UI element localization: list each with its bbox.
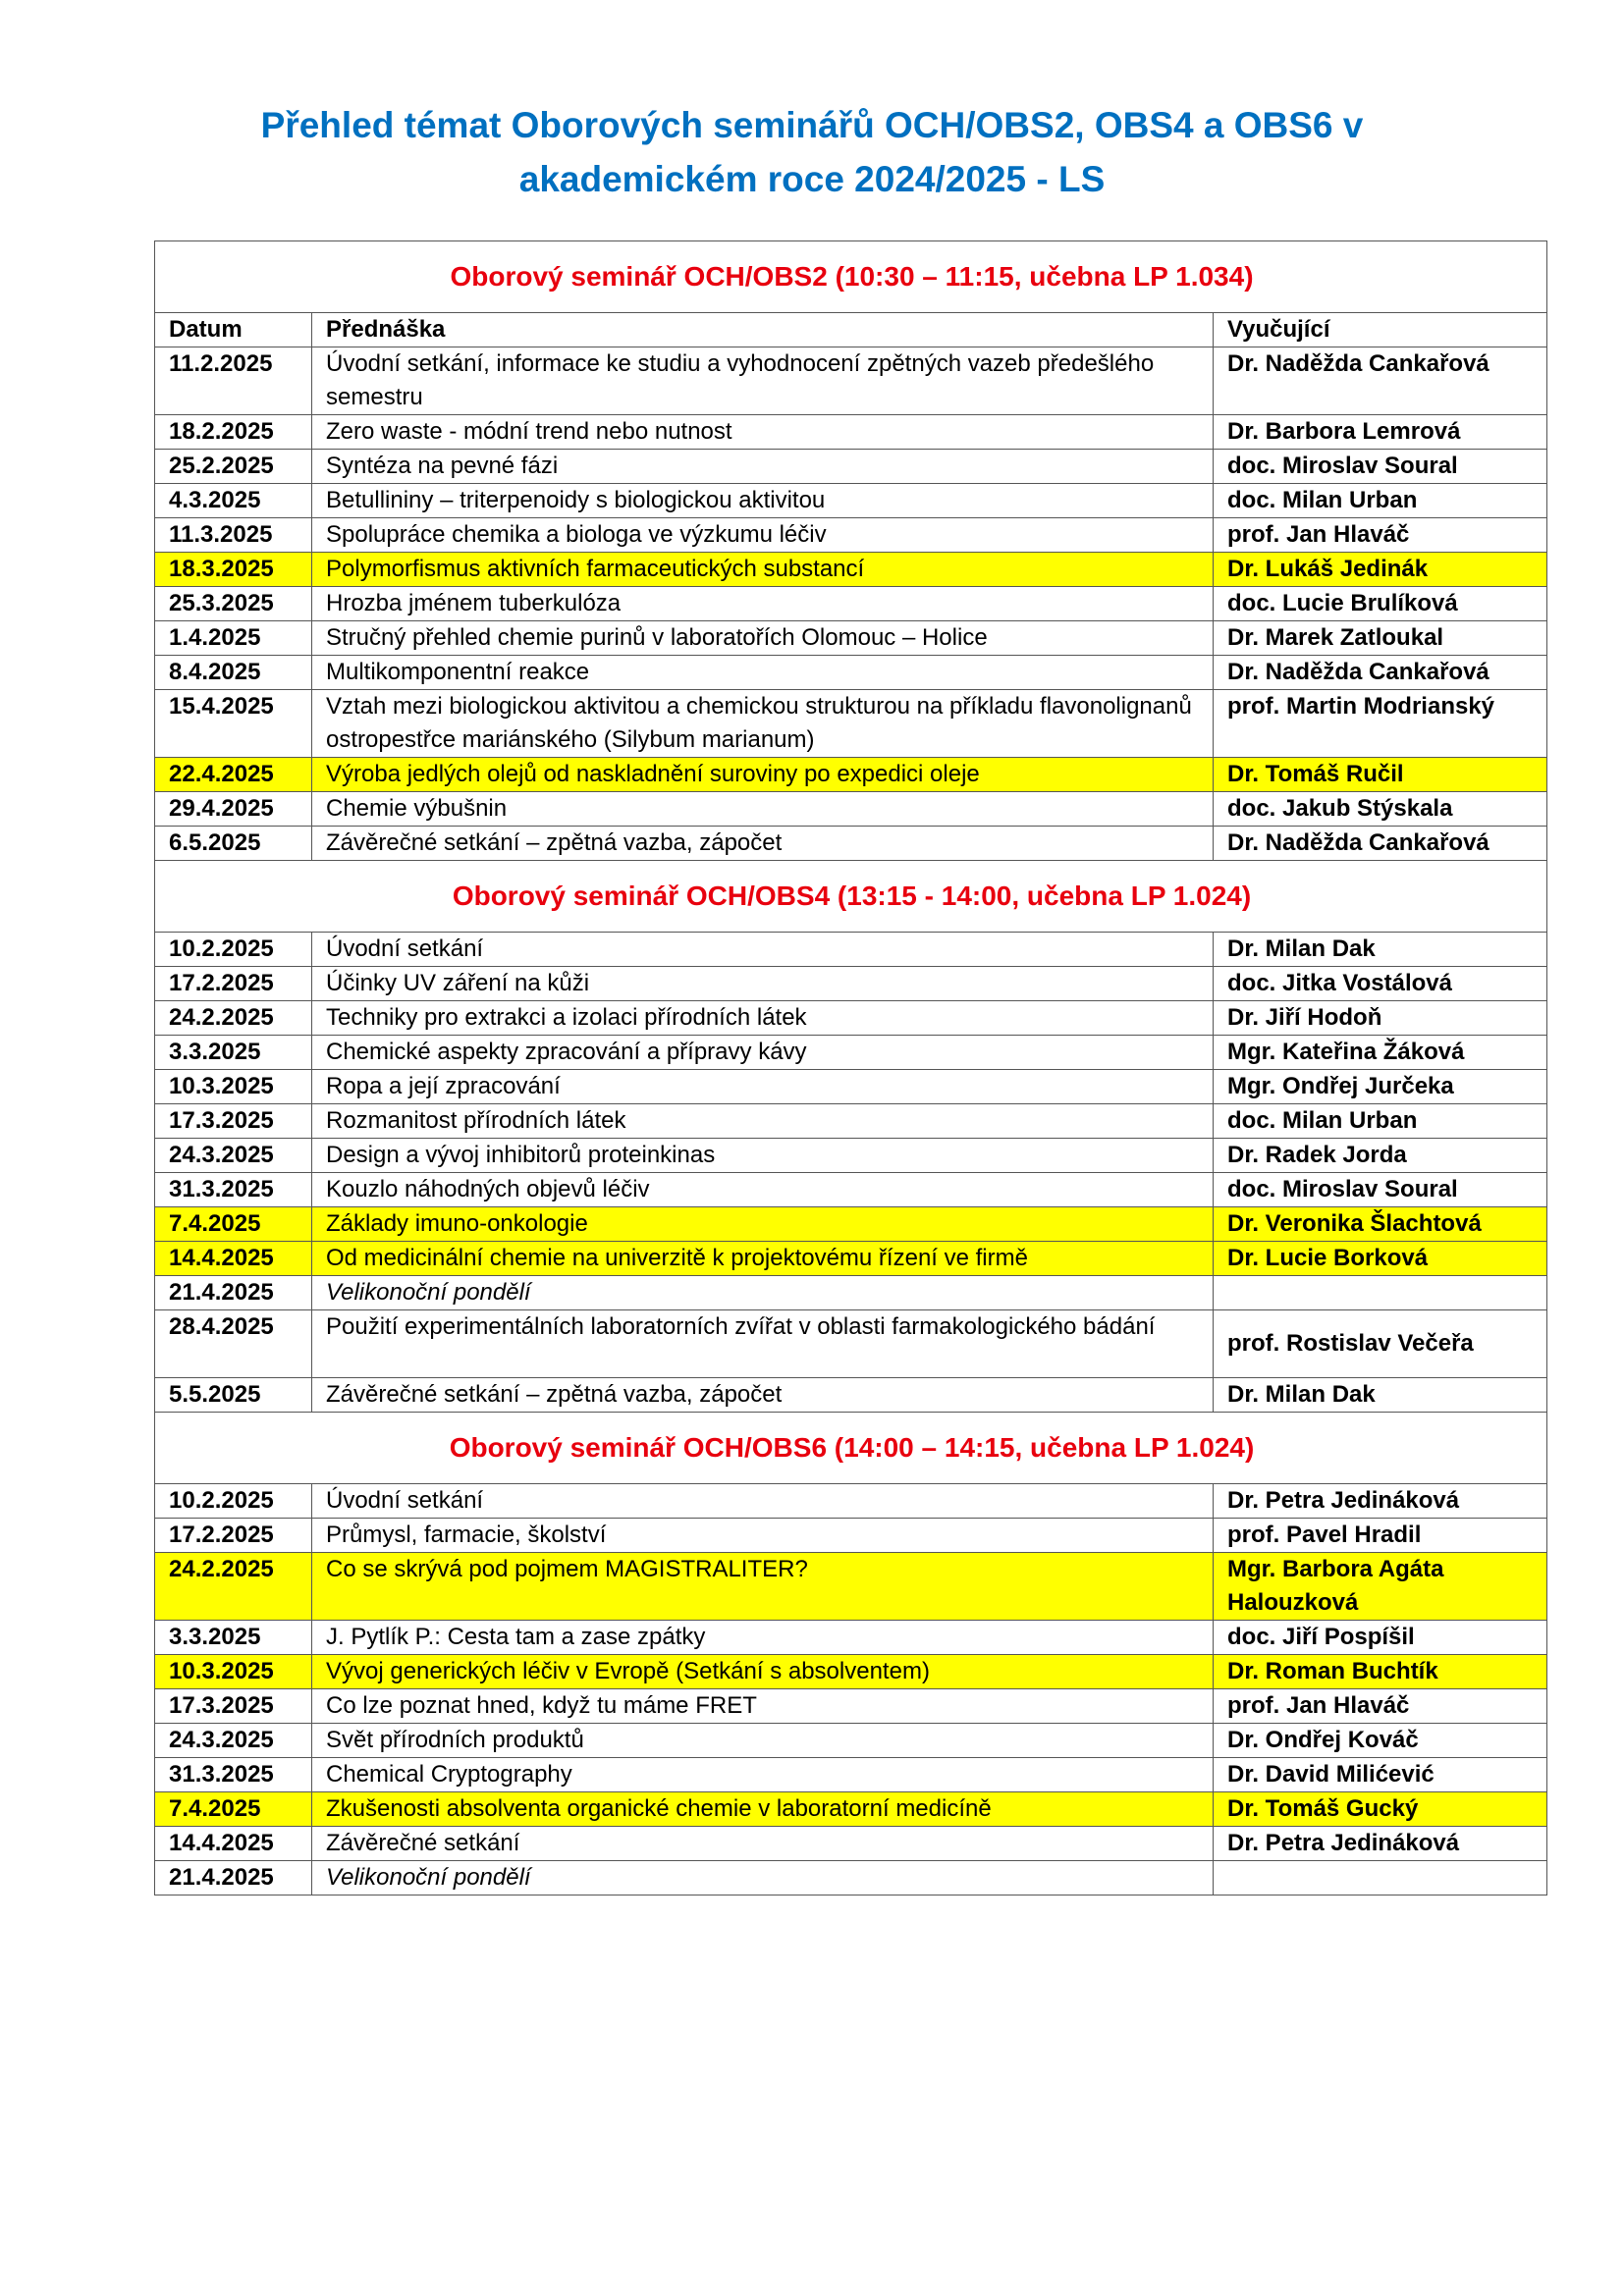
row-talk-title: Vývoj generických léčiv v Evropě (Setkání s absolventem) [312,1655,1214,1689]
row-talk-title: Úvodní setkání [312,933,1214,967]
row-date: 25.3.2025 [155,587,312,621]
row-talk-title: Co se skrývá pod pojmem MAGISTRALITER? [312,1553,1214,1621]
table-row [155,1758,1547,1792]
row-lecturer: doc. Lucie Brulíková [1214,587,1547,621]
row-talk-title: Vztah mezi biologickou aktivitou a chemickou strukturou na příkladu flavonolignanů ostropestřce mariánského (Silybum marianum) [312,690,1214,758]
table-row [155,1655,1547,1689]
row-date: 10.2.2025 [155,933,312,967]
row-talk-title: Zero waste - módní trend nebo nutnost [312,415,1214,450]
row-lecturer: Dr. Milan Dak [1214,1378,1547,1413]
row-date: 24.3.2025 [155,1724,312,1758]
table-row [155,1001,1547,1036]
row-date: 22.4.2025 [155,758,312,792]
row-lecturer: Dr. Radek Jorda [1214,1139,1547,1173]
section-heading-row [155,1413,1547,1484]
table-row [155,1242,1547,1276]
row-date: 5.5.2025 [155,1378,312,1413]
row-talk-title: Základy imuno-onkologie [312,1207,1214,1242]
column-header-talk: Přednáška [312,313,1214,347]
row-date: 8.4.2025 [155,656,312,690]
column-header-row [155,313,1547,347]
table-row [155,792,1547,827]
row-date: 11.3.2025 [155,518,312,553]
row-talk-title: Spolupráce chemika a biologa ve výzkumu léčiv [312,518,1214,553]
row-date: 1.4.2025 [155,621,312,656]
row-talk-title: Design a vývoj inhibitorů proteinkinas [312,1139,1214,1173]
row-talk-title: Průmysl, farmacie, školství [312,1519,1214,1553]
row-date: 10.3.2025 [155,1655,312,1689]
row-talk-title: Úvodní setkání [312,1484,1214,1519]
table-row [155,1553,1547,1621]
row-lecturer: Dr. Barbora Lemrová [1214,415,1547,450]
row-date: 14.4.2025 [155,1242,312,1276]
row-talk-title: Od medicinální chemie na univerzitě k projektovému řízení ve firmě [312,1242,1214,1276]
row-date: 6.5.2025 [155,827,312,861]
row-date: 18.2.2025 [155,415,312,450]
row-date: 11.2.2025 [155,347,312,415]
table-row [155,587,1547,621]
table-row [155,933,1547,967]
row-lecturer: Dr. Tomáš Gucký [1214,1792,1547,1827]
row-lecturer: Dr. Naděžda Cankařová [1214,347,1547,415]
row-date: 31.3.2025 [155,1758,312,1792]
table-row [155,827,1547,861]
row-date: 3.3.2025 [155,1036,312,1070]
row-lecturer: doc. Jitka Vostálová [1214,967,1547,1001]
page-title-line-1: Přehled témat Oborových seminářů OCH/OBS2, OBS4 a OBS6 v [260,105,1364,145]
row-lecturer: Dr. Roman Buchtík [1214,1655,1547,1689]
row-talk-title: Velikonoční pondělí [312,1861,1214,1896]
row-date: 10.2.2025 [155,1484,312,1519]
row-lecturer: Mgr. Kateřina Žáková [1214,1036,1547,1070]
row-talk-title: Úvodní setkání, informace ke studiu a vyhodnocení zpětných vazeb předešlého semestru [312,347,1214,415]
table-row [155,518,1547,553]
table-row [155,1621,1547,1655]
table-row [155,1139,1547,1173]
row-lecturer: Dr. Milan Dak [1214,933,1547,967]
table-row [155,690,1547,758]
table-row [155,1378,1547,1413]
column-header-date: Datum [155,313,312,347]
row-lecturer: Dr. Naděžda Cankařová [1214,656,1547,690]
row-lecturer: doc. Miroslav Soural [1214,1173,1547,1207]
row-lecturer: Dr. Petra Jedináková [1214,1484,1547,1519]
table-row [155,553,1547,587]
section-heading: Oborový seminář OCH/OBS6 (14:00 – 14:15, učebna LP 1.024) [155,1413,1547,1484]
schedule-table [154,240,1547,1896]
row-talk-title: Stručný přehled chemie purinů v laboratořích Olomouc – Holice [312,621,1214,656]
row-date: 24.3.2025 [155,1139,312,1173]
row-lecturer: Mgr. Barbora Agáta Halouzková [1214,1553,1547,1621]
row-talk-title: Rozmanitost přírodních látek [312,1104,1214,1139]
table-row [155,1792,1547,1827]
row-talk-title: Zkušenosti absolventa organické chemie v laboratorní medicíně [312,1792,1214,1827]
row-talk-title: Závěrečné setkání – zpětná vazba, zápočet [312,827,1214,861]
row-date: 14.4.2025 [155,1827,312,1861]
row-lecturer: Dr. Veronika Šlachtová [1214,1207,1547,1242]
table-row [155,450,1547,484]
row-lecturer: prof. Jan Hlaváč [1214,1689,1547,1724]
row-lecturer: Dr. Naděžda Cankařová [1214,827,1547,861]
table-row [155,967,1547,1001]
row-date: 24.2.2025 [155,1553,312,1621]
table-row [155,1724,1547,1758]
column-header-lecturer: Vyučující [1214,313,1547,347]
row-date: 17.3.2025 [155,1689,312,1724]
row-date: 29.4.2025 [155,792,312,827]
row-date: 31.3.2025 [155,1173,312,1207]
row-date: 17.2.2025 [155,1519,312,1553]
table-row [155,656,1547,690]
row-date: 7.4.2025 [155,1792,312,1827]
row-date: 28.4.2025 [155,1310,312,1378]
row-date: 17.2.2025 [155,967,312,1001]
row-talk-title: Chemie výbušnin [312,792,1214,827]
section-heading-row [155,861,1547,933]
table-row [155,1036,1547,1070]
row-lecturer: prof. Martin Modrianský [1214,690,1547,758]
row-lecturer: doc. Milan Urban [1214,1104,1547,1139]
row-talk-title: Svět přírodních produktů [312,1724,1214,1758]
table-row [155,1070,1547,1104]
row-talk-title: Polymorfismus aktivních farmaceutických substancí [312,553,1214,587]
table-row [155,1173,1547,1207]
table-row [155,1104,1547,1139]
row-date: 17.3.2025 [155,1104,312,1139]
row-date: 4.3.2025 [155,484,312,518]
row-talk-title: Betullininy – triterpenoidy s biologickou aktivitou [312,484,1214,518]
row-date: 7.4.2025 [155,1207,312,1242]
row-talk-title: Hrozba jménem tuberkulóza [312,587,1214,621]
row-talk-title: Závěrečné setkání [312,1827,1214,1861]
row-lecturer: Dr. Marek Zatloukal [1214,621,1547,656]
table-row [155,1519,1547,1553]
row-lecturer: Dr. Ondřej Kováč [1214,1724,1547,1758]
section-heading: Oborový seminář OCH/OBS2 (10:30 – 11:15, učebna LP 1.034) [155,241,1547,313]
row-talk-title: Účinky UV záření na kůži [312,967,1214,1001]
row-talk-title: Kouzlo náhodných objevů léčiv [312,1173,1214,1207]
table-row [155,1689,1547,1724]
row-talk-title: Výroba jedlých olejů od naskladnění suroviny po expedici oleje [312,758,1214,792]
row-date: 10.3.2025 [155,1070,312,1104]
table-row [155,415,1547,450]
row-lecturer [1214,1861,1547,1896]
row-talk-title: Techniky pro extrakci a izolaci přírodních látek [312,1001,1214,1036]
table-row [155,1827,1547,1861]
row-lecturer: Dr. Tomáš Ručil [1214,758,1547,792]
row-lecturer: Dr. David Milićević [1214,1758,1547,1792]
row-talk-title: Použití experimentálních laboratorních zvířat v oblasti farmakologického bádání [312,1310,1214,1378]
row-talk-title: Syntéza na pevné fázi [312,450,1214,484]
row-date: 21.4.2025 [155,1861,312,1896]
section-heading: Oborový seminář OCH/OBS4 (13:15 - 14:00, učebna LP 1.024) [155,861,1547,933]
row-talk-title: Chemické aspekty zpracování a přípravy kávy [312,1036,1214,1070]
row-date: 24.2.2025 [155,1001,312,1036]
row-lecturer: Dr. Lucie Borková [1214,1242,1547,1276]
row-lecturer: doc. Miroslav Soural [1214,450,1547,484]
row-lecturer: Dr. Lukáš Jedinák [1214,553,1547,587]
row-talk-title: Chemical Cryptography [312,1758,1214,1792]
row-date: 18.3.2025 [155,553,312,587]
row-lecturer: doc. Jiří Pospíšil [1214,1621,1547,1655]
row-date: 21.4.2025 [155,1276,312,1310]
row-talk-title: J. Pytlík P.: Cesta tam a zase zpátky [312,1621,1214,1655]
row-lecturer: doc. Milan Urban [1214,484,1547,518]
row-date: 3.3.2025 [155,1621,312,1655]
table-row [155,1276,1547,1310]
row-date: 25.2.2025 [155,450,312,484]
row-talk-title: Ropa a její zpracování [312,1070,1214,1104]
row-lecturer: doc. Jakub Stýskala [1214,792,1547,827]
table-row [155,758,1547,792]
row-lecturer: prof. Jan Hlaváč [1214,518,1547,553]
table-row [155,347,1547,415]
table-row [155,484,1547,518]
section-heading-row [155,241,1547,313]
table-row [155,1207,1547,1242]
row-lecturer: Mgr. Ondřej Jurčeka [1214,1070,1547,1104]
table-row [155,1310,1547,1378]
row-lecturer [1214,1276,1547,1310]
row-lecturer: prof. Pavel Hradil [1214,1519,1547,1553]
row-lecturer: prof. Rostislav Večeřa [1214,1310,1547,1378]
row-talk-title: Co lze poznat hned, když tu máme FRET [312,1689,1214,1724]
row-talk-title: Multikomponentní reakce [312,656,1214,690]
row-date: 15.4.2025 [155,690,312,758]
table-row [155,1484,1547,1519]
table-row [155,621,1547,656]
row-talk-title: Závěrečné setkání – zpětná vazba, zápočet [312,1378,1214,1413]
row-lecturer: Dr. Jiří Hodoň [1214,1001,1547,1036]
page-title-line-2: akademickém roce 2024/2025 - LS [518,159,1106,199]
row-lecturer: Dr. Petra Jedináková [1214,1827,1547,1861]
row-talk-title: Velikonoční pondělí [312,1276,1214,1310]
table-row [155,1861,1547,1896]
